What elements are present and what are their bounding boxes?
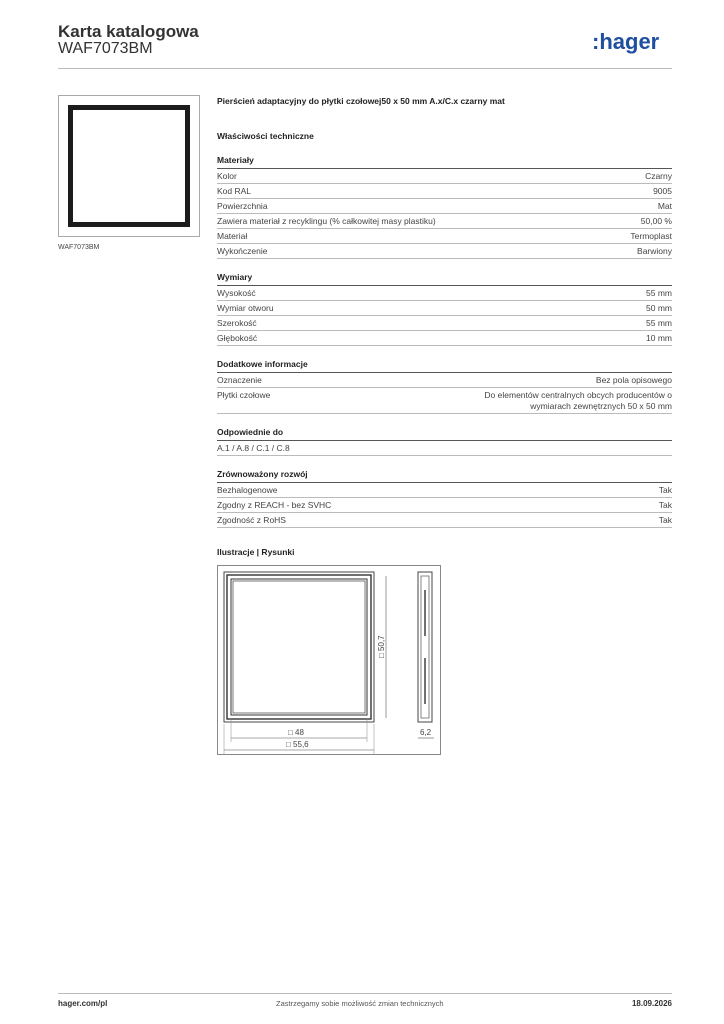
spec-section — [217, 154, 672, 259]
spec-value: Tak — [658, 515, 672, 525]
product-name: Pierścień adaptacyjny do płytki czołowej50 x 50 mm A.x/C.x czarny mat — [217, 96, 505, 106]
spec-section — [217, 426, 672, 456]
front-outer-edge — [224, 572, 374, 722]
footer-notice: Zastrzegamy sobie możliwość zmian technicznych — [276, 999, 444, 1008]
spec-value: Mat — [657, 201, 672, 211]
spec-section — [217, 358, 672, 414]
spec-row — [217, 184, 672, 199]
spec-label: A.1 / A.8 / C.1 / C.8 — [217, 443, 290, 453]
spec-row — [217, 214, 672, 229]
product-frame-ring — [68, 105, 190, 227]
spec-section — [217, 271, 672, 346]
spec-row — [217, 483, 672, 498]
section-title: Zrównoważony rozwój — [217, 468, 672, 483]
section-title: Odpowiednie do — [217, 426, 672, 441]
front-ring-outer — [227, 575, 371, 719]
spec-row — [217, 388, 672, 414]
technical-drawing — [217, 565, 441, 755]
spec-sections — [217, 154, 672, 528]
dim-depth-label: 6,2 — [420, 728, 432, 737]
spec-label: Szerokość — [217, 318, 257, 328]
spec-label: Kod RAL — [217, 186, 252, 196]
spec-row — [217, 513, 672, 528]
section-title: Wymiary — [217, 271, 672, 286]
spec-label: Oznaczenie — [217, 375, 262, 385]
spec-label: Zawiera materiał z recyklingu (% całkowitej masy plastiku) — [217, 216, 436, 226]
dim-inner-label: □ 48 — [288, 728, 304, 737]
section-title: Dodatkowe informacje — [217, 358, 672, 373]
spec-label: Wykończenie — [217, 246, 268, 256]
spec-value: 55 mm — [646, 288, 672, 298]
spec-row — [217, 301, 672, 316]
spec-row — [217, 373, 672, 388]
dim-height-label: □ 50,7 — [377, 635, 386, 658]
spec-label: Głębokość — [217, 333, 258, 343]
spec-value: Tak — [658, 500, 672, 510]
spec-value: 50,00 % — [640, 216, 672, 226]
spec-label: Bezhalogenowe — [217, 485, 278, 495]
spec-value: Barwiony — [637, 246, 672, 256]
spec-value: 10 mm — [646, 333, 672, 343]
spec-row — [217, 441, 672, 456]
front-ring-inner — [231, 579, 367, 715]
spec-label: Materiał — [217, 231, 248, 241]
spec-row — [217, 498, 672, 513]
spec-row — [217, 316, 672, 331]
front-opening — [233, 581, 365, 713]
drawing-svg — [218, 566, 442, 756]
spec-label: Płytki czołowe — [217, 390, 271, 400]
spec-value: Bez pola opisowego — [595, 375, 672, 385]
product-code: WAF7073BM — [58, 40, 153, 57]
spec-row — [217, 244, 672, 259]
tech-properties-heading: Właściwości techniczne — [217, 131, 314, 141]
main-column — [217, 95, 672, 558]
product-image — [58, 95, 200, 237]
footer-website-link[interactable]: hager.com/pl — [58, 999, 108, 1008]
section-title: Materiały — [217, 154, 672, 169]
hager-logo — [592, 28, 674, 56]
spec-value: Termoplast — [630, 231, 672, 241]
document-title: Karta katalogowa — [58, 22, 199, 41]
spec-label: Wymiar otworu — [217, 303, 274, 313]
spec-value: Czarny — [645, 171, 672, 181]
spec-label: Zgodny z REACH - bez SVHC — [217, 500, 332, 510]
svg-text::hager: :hager — [592, 29, 660, 54]
product-image-caption: WAF7073BM — [58, 244, 100, 251]
footer-divider — [58, 993, 672, 994]
header-divider — [58, 68, 672, 69]
spec-row — [217, 331, 672, 346]
spec-value: 50 mm — [646, 303, 672, 313]
spec-value: 55 mm — [646, 318, 672, 328]
spec-row — [217, 199, 672, 214]
spec-value: Tak — [658, 485, 672, 495]
spec-label: Wysokość — [217, 288, 256, 298]
dim-outer-label: □ 55,6 — [286, 740, 309, 749]
spec-row — [217, 169, 672, 184]
spec-value: 9005 — [653, 186, 672, 196]
spec-value: Do elementów centralnych obcych producentów o wymiarach zewnętrznych 50 x 50 mm — [484, 390, 672, 411]
spec-label: Powierzchnia — [217, 201, 268, 211]
illustrations-heading: Ilustracje | Rysunki — [217, 547, 295, 557]
footer-date: 18.09.2026 — [631, 999, 672, 1008]
spec-label: Kolor — [217, 171, 237, 181]
spec-row — [217, 286, 672, 301]
spec-row — [217, 229, 672, 244]
spec-section — [217, 468, 672, 528]
spec-label: Zgodność z RoHS — [217, 515, 286, 525]
